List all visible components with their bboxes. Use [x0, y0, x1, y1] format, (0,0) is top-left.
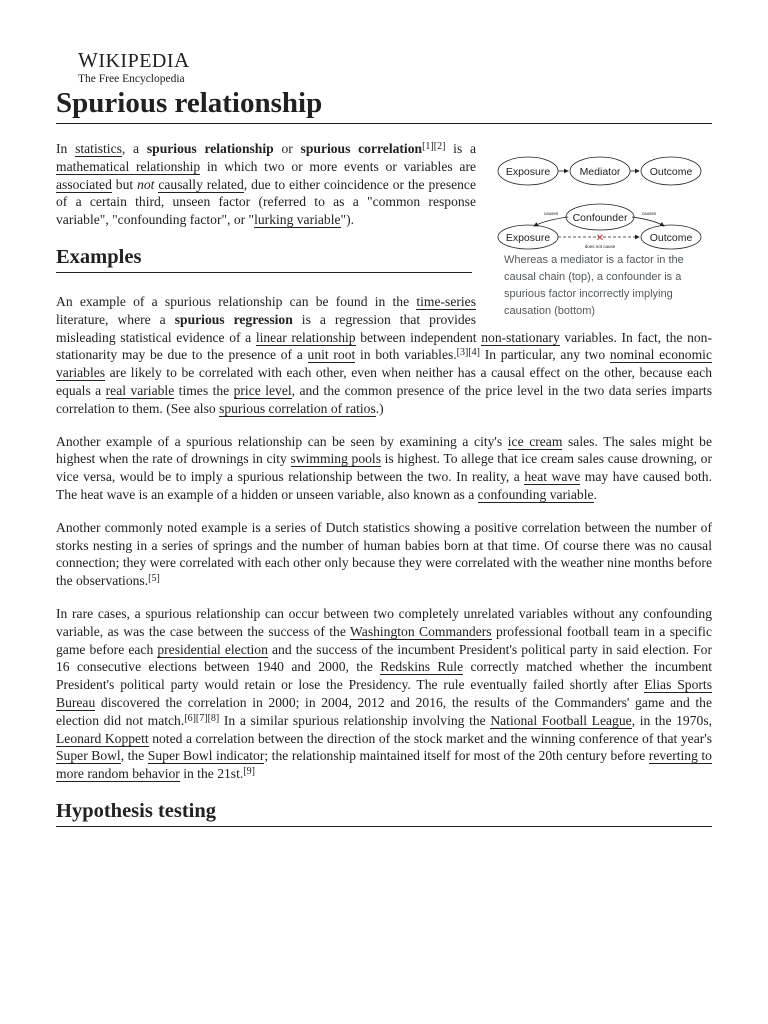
text: , and the common presence of the price level in the two data series imparts correlation to them. (See also [56, 382, 712, 416]
wordmark-middle: IKIPEDI [98, 50, 175, 72]
wordmark-initial: W [78, 48, 99, 72]
text: , the [120, 748, 148, 764]
text: between independent [355, 329, 482, 345]
citation-link[interactable]: [5] [148, 573, 160, 585]
paragraph-storks [56, 519, 712, 590]
link-super-bowl-indicator[interactable]: Super Bowl indicator [147, 748, 265, 764]
top-mediator-label: Mediator [579, 166, 621, 178]
link-heat-wave[interactable]: heat wave [524, 469, 581, 485]
citation-link[interactable]: [3] [456, 347, 469, 359]
text: , a [121, 141, 147, 156]
text: .) [375, 400, 384, 416]
bold-term: spurious relationship [146, 141, 274, 156]
page-title: Spurious relationship [56, 84, 712, 124]
top-exposure-label: Exposure [505, 166, 551, 178]
text: and the success of the incumbent President's political party in said election. For 16 consecutive elections between 1940 and 2000, the [56, 641, 713, 675]
text: In particular, any two [480, 347, 610, 363]
text: correctly matched whether the incumbent President's political party would retain or lose the Presidency. The rule eventually failed shortly after [56, 659, 713, 693]
text: in both variables. [355, 347, 457, 363]
confounder-label: Confounder [572, 212, 628, 224]
link-non-stationary[interactable]: non-stationary [481, 329, 560, 345]
figure-caption: Whereas a mediator is a factor in the causal chain (top), a confounder is a spurious factor incorrectly implying causation (bottom) [504, 254, 684, 317]
text: professional football team in a specific game before each [56, 623, 712, 657]
bottom-outcome-label: Outcome [649, 232, 693, 244]
link-redskins-rule[interactable]: Redskins Rule [380, 659, 464, 675]
link-unit-root[interactable]: unit root [307, 347, 356, 363]
text: is a regression that provides misleading statistical evidence of a [56, 311, 476, 345]
text: sales. The sales might be highest when the rate of drownings in city [56, 433, 713, 467]
text: "). [340, 212, 355, 228]
link-lurking-variable[interactable]: lurking variable [254, 212, 341, 228]
link-swimming-pools[interactable]: swimming pools [290, 451, 381, 467]
text: . [593, 486, 597, 502]
wikipedia-tagline: The Free Encyclopedia [78, 73, 185, 85]
text: literature, where a [56, 311, 175, 327]
link-reverting-to-more-random-behavior[interactable]: reverting to more random behavior [56, 748, 712, 782]
text: times the [174, 382, 234, 398]
link-associated[interactable]: associated [56, 176, 112, 192]
arrow-confounder-outcome [632, 217, 664, 226]
link-leonard-koppett[interactable]: Leonard Koppett [56, 730, 149, 746]
text: variables. In fact, the non-stationarity may be due to the presence of a [56, 329, 712, 363]
link-presidential-election[interactable]: presidential election [157, 641, 268, 657]
citation[interactable] [148, 573, 160, 584]
cross-icon: ✕ [595, 233, 605, 244]
article-body [56, 140, 712, 847]
link-washington-commanders[interactable]: Washington Commanders [350, 623, 492, 639]
link-super-bowl[interactable]: Super Bowl [56, 748, 121, 764]
link-spurious-correlation-of-ratios[interactable]: spurious correlation of ratios [219, 400, 376, 416]
mediator-confounder-figure [496, 140, 712, 320]
text: In a similar spurious relationship involving the [219, 712, 491, 728]
text: ; the relationship maintained itself for most of the 20th century before [264, 748, 649, 764]
text: noted a correlation between the direction of the stock market and the winning conference of that year's [148, 730, 712, 746]
paragraph-ice-cream [56, 433, 712, 504]
link-time-series[interactable]: time-series [416, 293, 476, 309]
heading-examples: Examples [56, 244, 472, 273]
citation[interactable] [184, 713, 219, 724]
top-outcome-label: Outcome [649, 166, 693, 178]
bottom-exposure-label: Exposure [505, 232, 551, 244]
citation[interactable] [422, 141, 445, 152]
text: discovered the correlation in 2000; in 2004, 2012 and 2016, the results of the Commanders' game and the election did not match. [56, 694, 712, 728]
link-nominal-economic-variables[interactable]: nominal economic variables [56, 347, 712, 381]
text: is a [445, 141, 477, 156]
wikipedia-wordmark [78, 50, 190, 71]
text: or [273, 141, 301, 156]
bold-term: spurious regression [174, 311, 293, 327]
text: but [111, 176, 138, 192]
citation-link[interactable]: [9] [243, 766, 255, 778]
heading-hypothesis-testing: Hypothesis testing [56, 798, 712, 827]
text: , due to either coincidence or the presence of a certain third, unseen factor (referred to as a "common response variable", "confounding factor", or " [56, 176, 477, 228]
link-mathematical-relationship[interactable]: mathematical relationship [56, 158, 201, 174]
text: An example of a spurious relationship can be found in the [56, 293, 417, 309]
does-not-cause-label: does not cause [584, 244, 616, 249]
link-real-variable[interactable]: real variable [105, 382, 175, 398]
link-confounding-variable[interactable]: confounding variable [477, 486, 594, 502]
text: in which two or more events or variables are [200, 158, 477, 174]
citation-link[interactable]: [6] [184, 712, 196, 724]
link-ice-cream[interactable]: ice cream [507, 433, 563, 449]
link-causally-related[interactable]: causally related [158, 176, 244, 192]
citation[interactable] [457, 347, 480, 358]
link-statistics[interactable]: statistics [75, 141, 122, 156]
italic-text: not [137, 176, 155, 192]
citation[interactable] [243, 766, 255, 777]
text: is highest. To allege that ice cream sales cause drowning, or vice versa, would be to imply a spurious relationship between the two. In reality, a [56, 451, 712, 485]
text: Another commonly noted example is a series of Dutch statistics showing a positive correlation between the number of storks nesting in a series of springs and the number of human babies born at that time. Of course there was no causal connection; they were correlated with each other only because they were correlated with the weather nine months before the observations. [56, 519, 712, 589]
citation-link[interactable]: [2] [433, 141, 446, 152]
citation-link[interactable]: [1] [422, 141, 434, 152]
text: Another example of a spurious relationship can be seen by examining a city's [56, 433, 508, 449]
text: may have caused both. The heat wave is an example of a hidden or unseen variable, also known as a [56, 469, 712, 502]
causal-diagram [496, 140, 712, 250]
text: are likely to be correlated with each other, even when neither has a causal effect on the other, because each equals a [56, 365, 712, 398]
text: In rare cases, a spurious relationship can occur between two completely unrelated variables without any confounding variable, as was the case between the success of the [56, 605, 712, 639]
paragraph-redskins-rule [56, 605, 712, 783]
bold-term: spurious correlation [300, 141, 423, 156]
link-linear-relationship[interactable]: linear relationship [255, 329, 356, 345]
wikipedia-logo[interactable] [78, 50, 190, 86]
citation-link[interactable]: [7] [195, 712, 208, 724]
citation-link[interactable]: [8] [207, 712, 220, 724]
text: , in the 1970s, [631, 712, 713, 728]
link-price-level[interactable]: price level [233, 382, 292, 398]
arrow-confounder-exposure [534, 217, 568, 226]
citation-link[interactable]: [4] [468, 347, 481, 359]
text: in the 21st. [179, 766, 244, 782]
causes-left-label: causes [543, 211, 559, 216]
causes-right-label: causes [641, 211, 657, 216]
link-national-football-league[interactable]: National Football League [490, 712, 632, 728]
text: In [56, 141, 76, 156]
link-elias-sports-bureau[interactable]: Elias Sports Bureau [56, 677, 712, 710]
wordmark-final: A [174, 48, 190, 72]
